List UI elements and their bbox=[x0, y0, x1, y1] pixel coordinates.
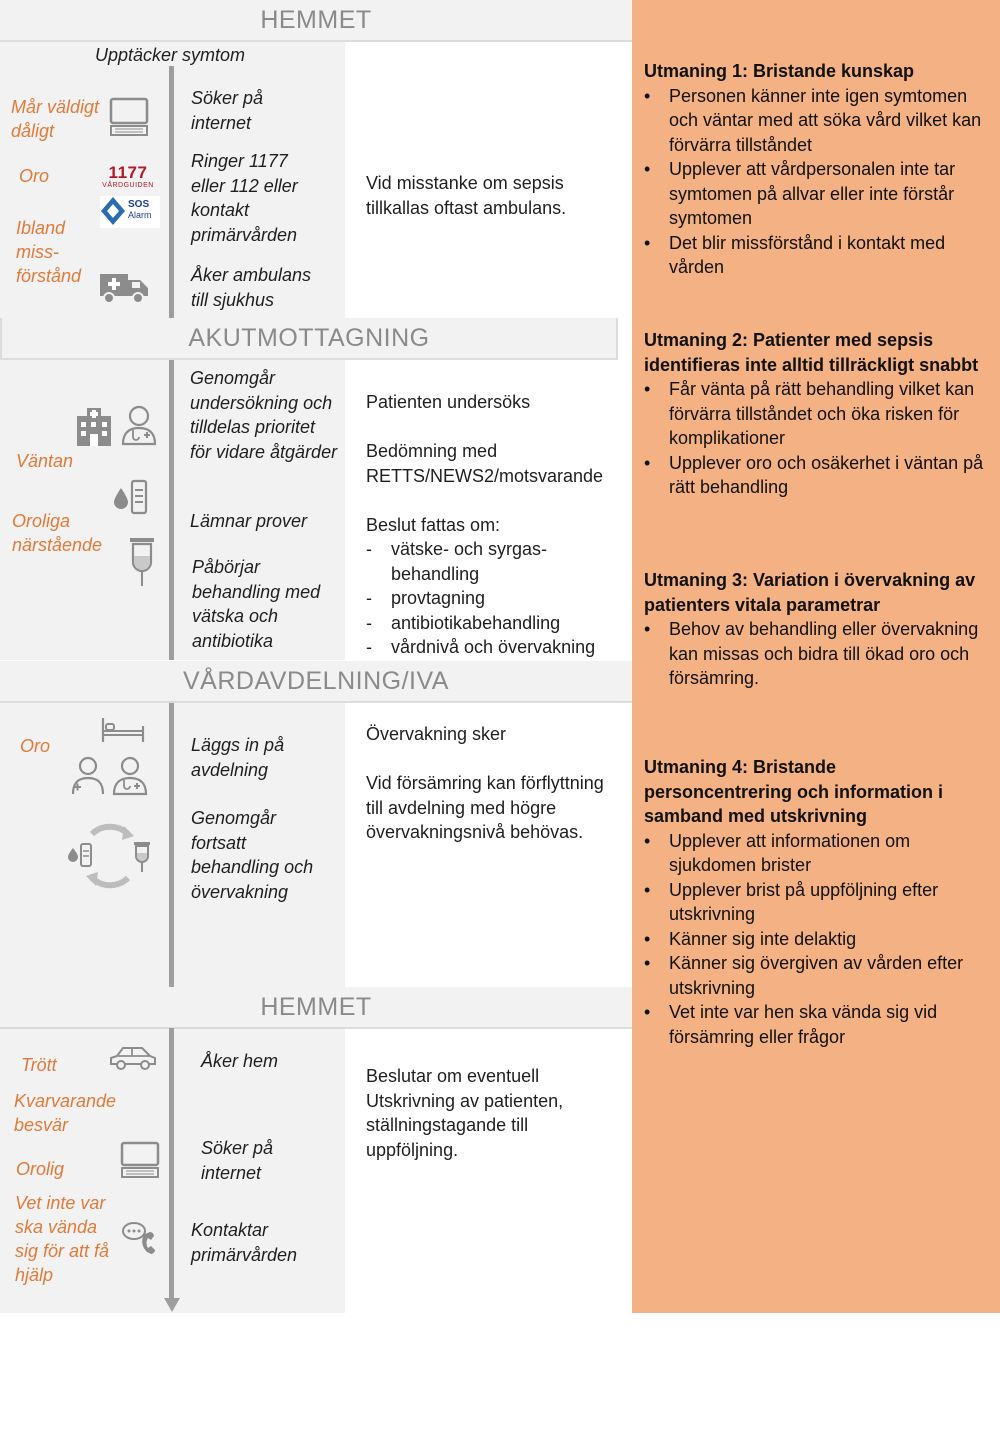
list-item: - vårdnivå och övervakning bbox=[366, 635, 626, 660]
logo-sos-text: SOS bbox=[128, 199, 150, 210]
challenge-1-list bbox=[644, 84, 989, 280]
challenge-2 bbox=[644, 328, 989, 500]
list-item: • Upplever att informationen om sjukdomen brister bbox=[644, 830, 911, 875]
challenge-1 bbox=[644, 59, 989, 280]
phone-chat-icon bbox=[121, 1220, 159, 1256]
list-item: - vätske- och syrgas-behandling bbox=[366, 539, 548, 584]
timeline-home2 bbox=[169, 1028, 174, 1300]
timeline-emergency bbox=[169, 360, 174, 660]
challenge-4-list bbox=[644, 829, 989, 1050]
car-icon bbox=[108, 1044, 158, 1072]
emotion-tired: Trött bbox=[21, 1055, 57, 1075]
logo-1177-subtext: VÅRDGUIDEN bbox=[102, 182, 154, 189]
section-title-home: HEMMET bbox=[0, 0, 632, 42]
computer-icon bbox=[108, 96, 150, 138]
computer-icon bbox=[119, 1140, 161, 1180]
emotion-worry-ward: Oro bbox=[20, 736, 51, 756]
challenge-3 bbox=[644, 568, 989, 691]
logo-1177-vardguiden bbox=[98, 164, 158, 192]
action-leaves-samples: Lämnar prover bbox=[190, 511, 308, 531]
list-item: - antibiotikabehandling bbox=[366, 611, 626, 636]
section-title-ward: VÅRDAVDELNING/IVA bbox=[0, 661, 632, 703]
care-monitoring: Övervakning sker bbox=[366, 724, 507, 744]
section-title-home-return: HEMMET bbox=[0, 987, 632, 1029]
action-contacts-primary-care: Kontaktar primärvården bbox=[191, 1220, 298, 1265]
logo-sos-alarm bbox=[100, 196, 160, 228]
challenge-3-list bbox=[644, 617, 989, 691]
section-title-emergency: AKUTMOTTAGNING bbox=[0, 318, 618, 360]
emotion-worry: Oro bbox=[19, 166, 50, 186]
action-admitted-ward: Läggs in på avdelning bbox=[191, 735, 285, 780]
care-ward bbox=[366, 722, 621, 845]
care-assessment: Bedömning med RETTS/NEWS2/motsvarande bbox=[366, 441, 604, 486]
challenge-1-title: Utmaning 1: Bristande kunskap bbox=[644, 61, 915, 81]
list-item: • Vet inte var hen ska vända sig vid försämring eller frågor bbox=[644, 1002, 938, 1047]
timeline-arrow bbox=[164, 1298, 180, 1312]
list-item: • Upplever att vårdpersonalen inte tar symtomen på allvar eller inte förstår symtomen bbox=[644, 159, 956, 228]
list-item: - provtagning bbox=[366, 586, 626, 611]
emotion-feels-very-bad: Mår väldigt dåligt bbox=[11, 97, 100, 141]
action-continued-treatment: Genomgår fortsatt behandling och övervakning bbox=[191, 808, 314, 902]
patient-doctor-icon bbox=[70, 754, 150, 796]
list-item: • Får vänta på rätt behandling vilket kan förvärra tillståndet och öka risken för komplikationer bbox=[644, 379, 975, 448]
hospital-icon bbox=[75, 406, 113, 446]
logo-1177-text: 1177 bbox=[108, 163, 148, 182]
care-decision: Beslut fattas om: bbox=[366, 514, 501, 535]
dash: - bbox=[366, 539, 372, 559]
list-item: • Det blir missförstånd i kontakt med vården bbox=[644, 232, 946, 277]
list-item: • Känner sig övergiven av vården efter utskrivning bbox=[644, 953, 964, 998]
ambulance-icon bbox=[98, 268, 150, 306]
emotion-worried-relatives: Oroliga närstående bbox=[12, 511, 103, 555]
timeline-home1 bbox=[169, 66, 174, 318]
emotion-remaining-problems: Kvarvarande besvär bbox=[14, 1091, 117, 1135]
timeline-ward bbox=[169, 703, 174, 987]
dash: - bbox=[366, 612, 372, 633]
action-searches-internet: Söker på internet bbox=[191, 88, 264, 133]
blood-sample-icon bbox=[112, 478, 150, 516]
challenge-3-title: Utmaning 3: Variation i övervakning av patienters vitala parametrar bbox=[644, 570, 976, 615]
action-examination: Genomgår undersökning och tilldelas prioritet för vidare åtgärder bbox=[190, 368, 338, 462]
emotion-worried: Orolig bbox=[16, 1159, 65, 1179]
sos-alarm-diamond-icon bbox=[100, 196, 126, 226]
challenge-4-title: Utmaning 4: Bristande personcentrering och information i samband med utskrivning bbox=[644, 757, 944, 826]
care-discharge: Beslutar om eventuell Utskrivning av patienten, ställningstagande till uppföljning. bbox=[366, 1066, 564, 1160]
list-item: • Upplever oro och osäkerhet i väntan på rätt behandling bbox=[644, 452, 984, 497]
challenge-4 bbox=[644, 755, 989, 1049]
emotion-waiting: Väntan bbox=[16, 451, 74, 471]
emotion-misunderstanding: Ibland miss-förstånd bbox=[16, 218, 82, 286]
challenge-2-list bbox=[644, 377, 989, 500]
detects-symptoms-label: Upptäcker symtom bbox=[95, 45, 246, 65]
dash: - bbox=[366, 637, 372, 657]
action-calls-1177: Ringer 1177 eller 112 eller kontakt primärvården bbox=[191, 151, 298, 245]
emotion-does-not-know-where: Vet inte var ska vända sig för att få hjälp bbox=[15, 1193, 110, 1285]
bed-icon bbox=[100, 716, 146, 744]
action-searches-internet-home: Söker på internet bbox=[201, 1138, 274, 1183]
action-goes-home: Åker hem bbox=[201, 1051, 279, 1071]
list-item: • Behov av behandling eller övervakning kan missas och bidra till ökad oro och försämring. bbox=[644, 619, 979, 688]
care-decision-list bbox=[366, 537, 626, 660]
care-home1-ambulance: Vid misstanke om sepsis tillkallas oftast ambulans. bbox=[366, 173, 567, 218]
care-emergency bbox=[366, 390, 626, 660]
care-patient-examined: Patienten undersöks bbox=[366, 392, 531, 412]
list-item: • Upplever brist på uppföljning efter utskrivning bbox=[644, 879, 939, 924]
doctor-icon bbox=[120, 404, 158, 446]
action-starts-treatment: Påbörjar behandling med vätska och antibiotika bbox=[192, 557, 321, 651]
iv-drip-icon bbox=[128, 536, 156, 588]
dash: - bbox=[366, 588, 372, 608]
list-item: • Känner sig inte delaktig bbox=[644, 928, 857, 949]
treatment-cycle-icon bbox=[66, 820, 152, 892]
logo-sos-subtext: Alarm bbox=[128, 210, 152, 220]
care-transfer: Vid försämring kan förflyttning till avdelning med högre övervakningsnivå behövas. bbox=[366, 773, 604, 842]
list-item: • Personen känner inte igen symtomen och väntar med att söka vård vilket kan förvärra tillståndet bbox=[644, 85, 982, 155]
action-ambulance-to-hospital: Åker ambulans till sjukhus bbox=[191, 265, 312, 310]
challenge-2-title: Utmaning 2: Patienter med sepsis identifieras inte alltid tillräckligt snabbt bbox=[644, 330, 979, 375]
